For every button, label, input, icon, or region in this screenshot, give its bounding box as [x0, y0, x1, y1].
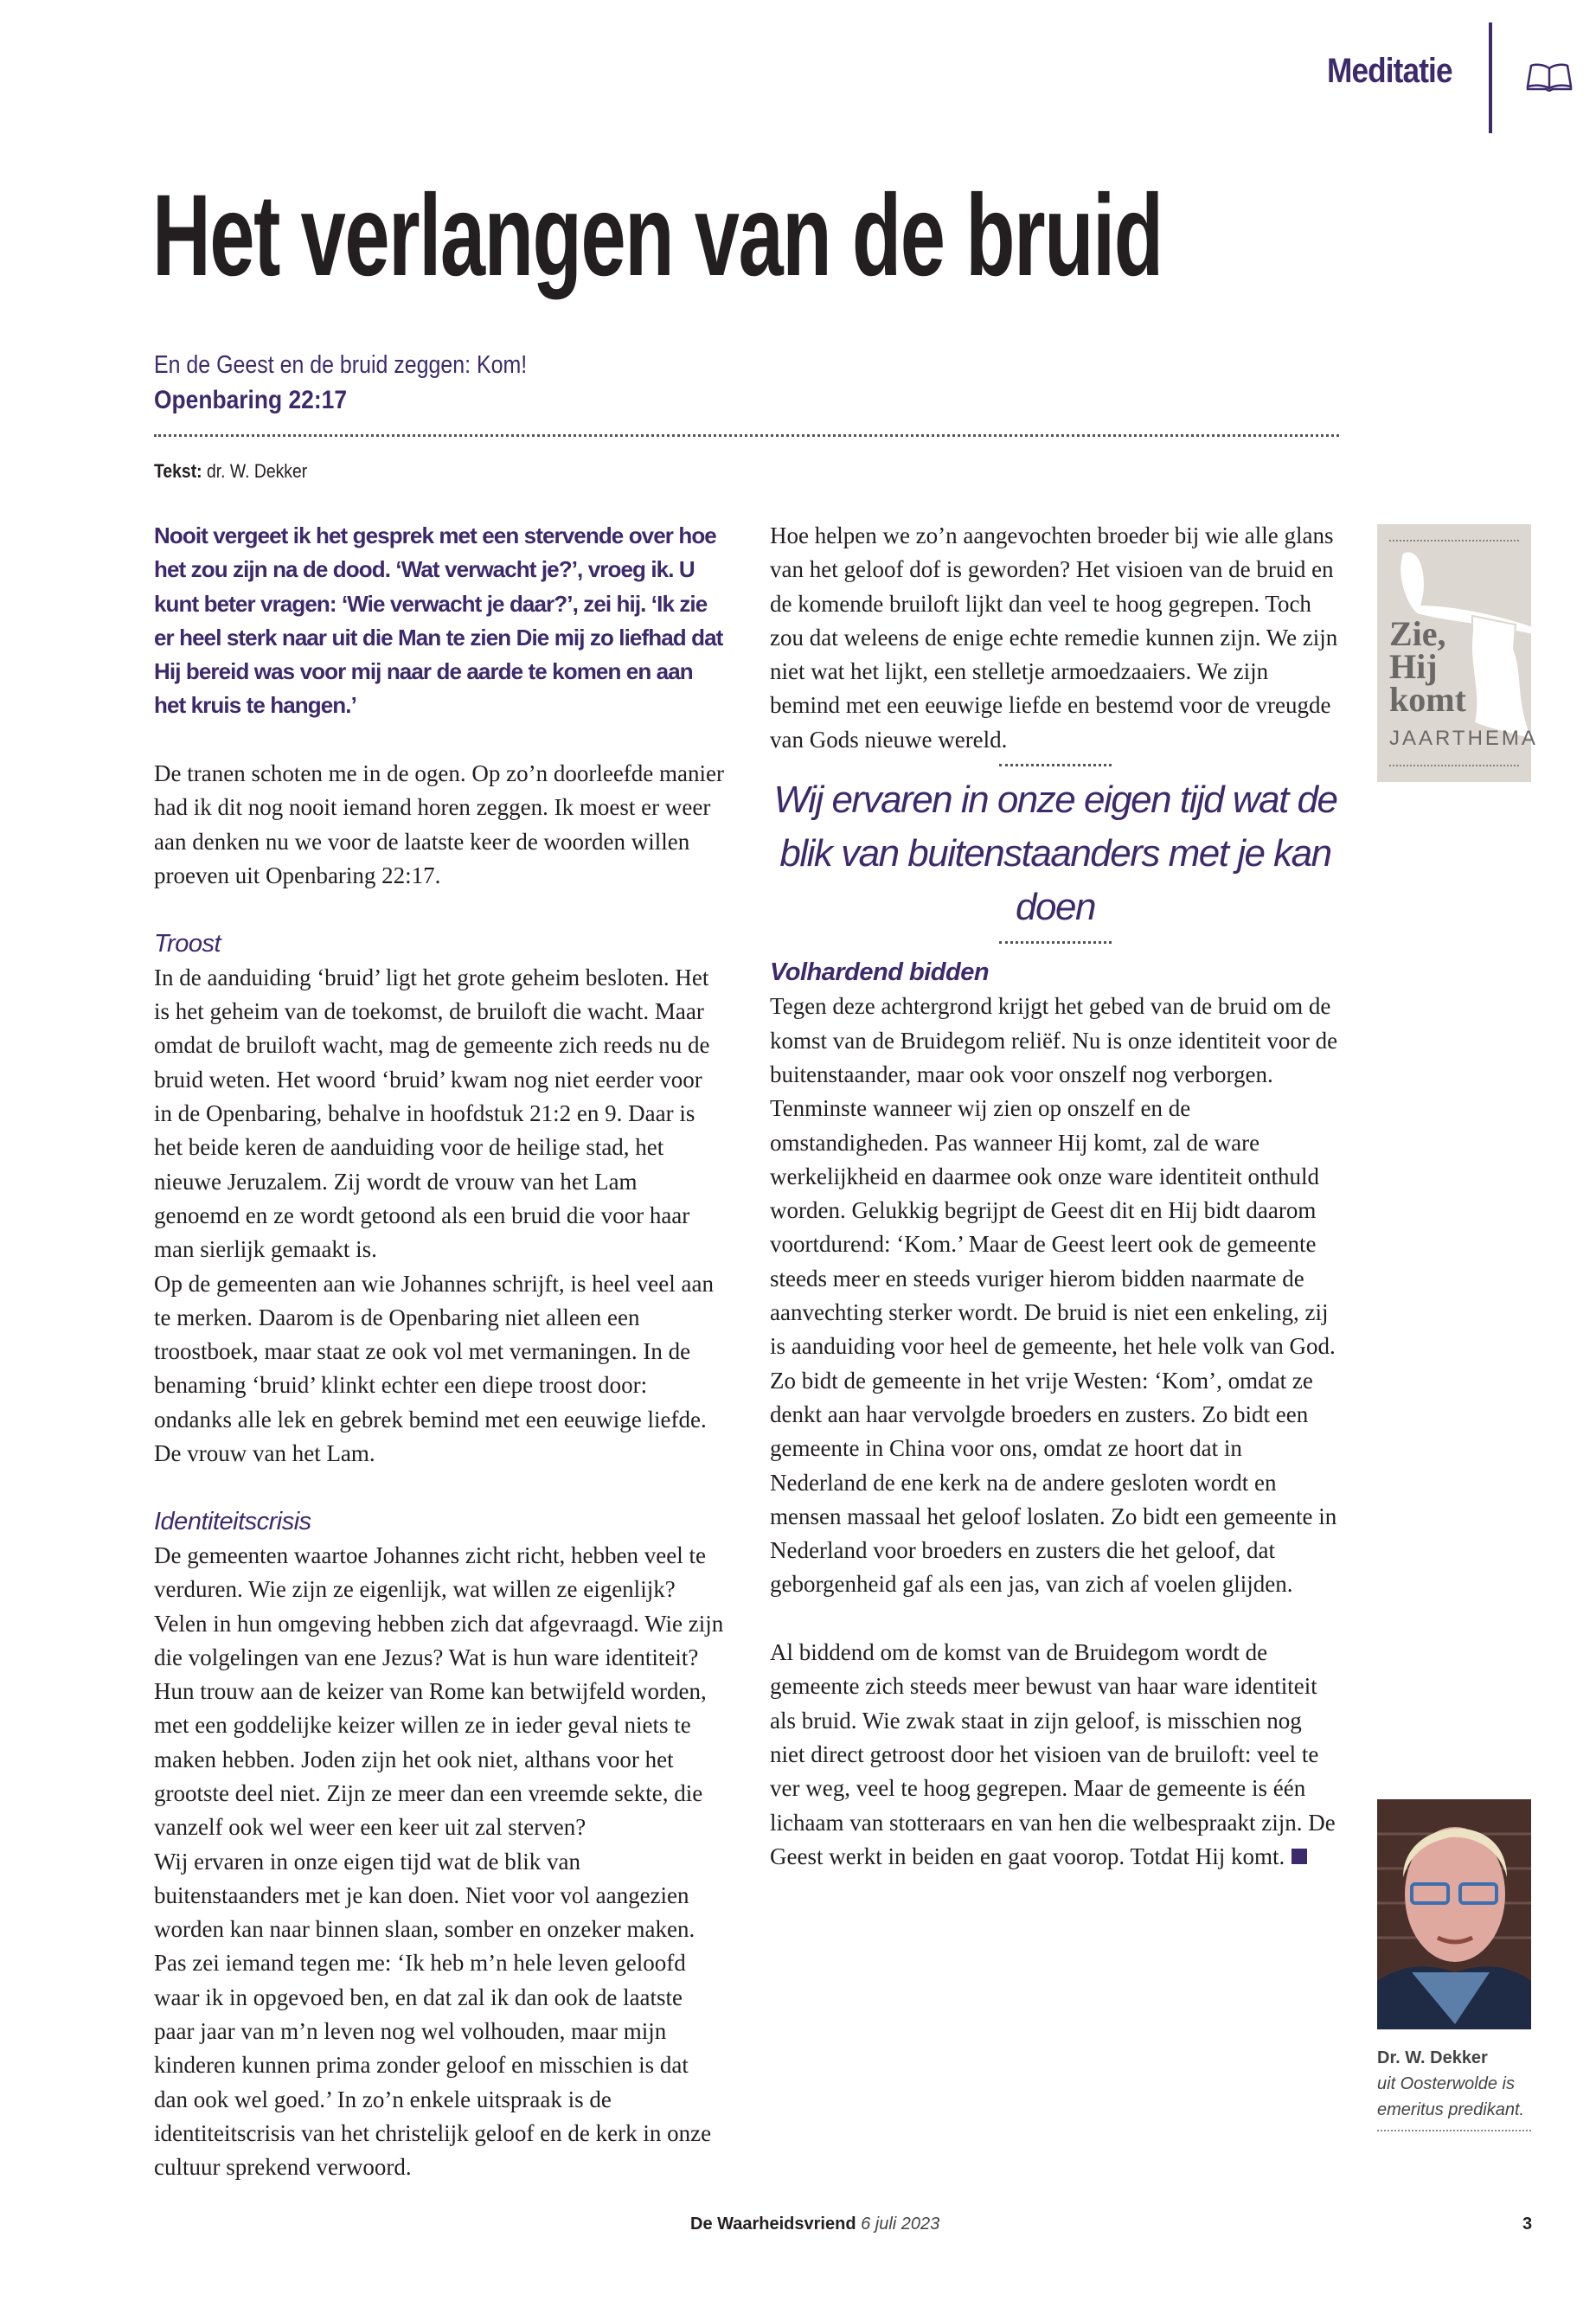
column-left: [154, 519, 725, 2185]
body-paragraph: Hoe helpen we zo’n aangevochten broeder bij wie alle glans van het geloof dof is geworden? Het visioen van de bruid en de komende bruiloft lijkt dan veel te hoog gegrepen. Toch zou dat weleens de enige echte remedie kunnen zijn. We zijn niet wat het lijkt, een stelletje armoedzaaiers. We zijn bemind met een eeuwige liefde en bestemd voor de vreugde van Gods nieuwe wereld.: [770, 522, 1338, 753]
footer: [690, 2214, 939, 2234]
author-caption: [1377, 2045, 1531, 2123]
body-paragraph: Tegen deze achtergrond krijgt het gebed van de bruid om de komst van de Bruidegom reliëf. Nu is onze identiteit voor de buitenstaander, maar ook voor onszelf nog verborgen. Tenminste wanneer wij zien op onszelf en de omstandigheden. Pas wanneer Hij komt, zal de ware werkelijkheid en daarmee ook onze ware identiteit onthuld worden. Gelukkig begrijpt de Geest dit en Hij bidt daarom voortdurend: ‘Kom.’ Maar de Geest leert ook de gemeente steeds meer en steeds vuriger hierom bidden naarmate de aanvechting sterker wordt. De bruid is niet een enkeling, zij is aanduiding voor heel de gemeente, het hele volk van God. Zo bidt de gemeente in het vrije Westen: ‘Kom’, omdat ze denkt aan haar vervolgde broeders en zusters. Zo bidt een gemeente in China voor ons, omdat ze hoort dat in Nederland de ene kerk na de andere gesloten wordt en mensen massaal het geloof loslaten. Zo bidt een gemeente in Nederland voor broeders en zusters die het geloof, dat geborgenheid gaf als een jas, van zich af voelen glijden.: [770, 993, 1338, 1598]
section-label: Meditatie: [1327, 52, 1452, 90]
body-paragraph: In de aanduiding ‘bruid’ ligt het grote geheim besloten. Het is het geheim van de toekomst, de bruiloft die wacht. Maar omdat de bruiloft wacht, mag de gemeente zich reeds nu de bruid weten. Het woord ‘bruid’ kwam nog niet eerder voor in de Openbaring, behalve in hoofdstuk 21:2 en 9. Daar is het beide keren de aanduiding voor de heilige stad, het nieuwe Jeruzalem. Zij wordt de vrouw van het Lam genoemd en ze wordt getoond als een bruid die voor haar man sierlijk gemaakt is.: [154, 964, 710, 1263]
final-text: Al biddend om de komst van de Bruidegom wordt de gemeente zich steeds meer bewust van haar ware identiteit als bruid. Wie zwak staat in zijn geloof, is misschien nog niet direct getroost door het visioen van de bruiloft: veel te ver weg, veel te hoog gegrepen. Maar de gemeente is één lichaam van stotteraars en van hen die welbespraakt zijn. De Geest werkt in beiden en gaat voorop. Totdat Hij komt.: [770, 1639, 1336, 1869]
pullquote-divider: [999, 941, 1112, 944]
byline-label: Tekst:: [154, 460, 202, 482]
subheading-troost: Troost: [154, 929, 221, 958]
book-icon: [1526, 62, 1573, 92]
bible-verse: En de Geest en de bruid zeggen: Kom!: [154, 351, 528, 379]
theme-title-line: Hij: [1389, 647, 1438, 686]
issue-date: 6 juli 2023: [861, 2214, 940, 2234]
author-description: uit Oosterwolde is emeritus predikant.: [1377, 2074, 1525, 2119]
theme-subtitle: JAARTHEMA: [1389, 727, 1538, 750]
subheading-volhardend-bidden: Volhardend bidden: [770, 958, 990, 987]
page-number: 3: [1522, 2214, 1533, 2234]
author-name: Dr. W. Dekker: [1377, 2048, 1488, 2067]
body-paragraph: Wij ervaren in onze eigen tijd wat de blik van buitenstaanders met je kan doen. Niet voor vol aangezien worden kan naar binnen slaan, somber en onzeker maken. Pas zei iemand tegen me: ‘Ik heb m’n hele leven geloofd waar ik in opgevoed ben, en dat zal ik dan ook de laatste paar jaar van m’n leven nog wel volhouden, maar mijn kinderen kunnen prima zonder geloof en misschien is dat dan ook wel goed.’ In zo’n enkele uitspraak is de identiteitscrisis van het christelijk geloof en de kerk in onze cultuur sprekend verwoord.: [154, 1848, 712, 2181]
pullquote-divider: [999, 764, 1112, 766]
theme-title-line: komt: [1389, 680, 1466, 719]
intro-paragraph: Nooit vergeet ik het gesprek met een stervende over hoe het zou zijn na de dood. ‘Wat verwacht je?’, vroeg ik. U kunt beter vragen: ‘Wie verwacht je daar?’, zei hij. ‘Ik zie er heel sterk naar uit die Man te zien Die mij zo liefhad dat Hij bereid was voor mij naar de aarde te komen en aan het kruis te hangen.’: [154, 522, 723, 719]
byline-author: dr. W. Dekker: [206, 460, 308, 482]
byline: [154, 460, 307, 483]
theme-title-line: Zie,: [1389, 614, 1446, 653]
dotted-divider: [1377, 2130, 1531, 2131]
publication-name: De Waarheidsvriend: [690, 2214, 856, 2234]
dotted-divider: [1389, 765, 1519, 766]
body-paragraph: De tranen schoten me in de ogen. Op zo’n doorleefde manier had ik dit nog nooit iemand horen zeggen. Ik moest er weer aan denken nu we voor de laatste keer de woorden willen proeven uit Openbaring 22:17.: [154, 760, 724, 888]
body-paragraph-final: [770, 1636, 1341, 1874]
dotted-divider: [154, 434, 1339, 437]
author-photo: [1377, 1799, 1531, 2029]
article-title: Het verlangen van de bruid: [152, 171, 1163, 300]
dotted-divider: [1389, 540, 1519, 542]
end-mark-icon: [1292, 1849, 1307, 1864]
theme-title: [1389, 614, 1466, 719]
column-right: [770, 519, 1341, 1874]
header-divider: [1489, 22, 1492, 133]
year-theme-badge: [1377, 524, 1538, 782]
pull-quote: Wij ervaren in onze eigen tijd wat de blik van buitenstaanders met je kan doen: [773, 779, 1337, 929]
subheading-identiteitscrisis: Identiteitscrisis: [154, 1507, 311, 1535]
body-paragraph: Op de gemeenten aan wie Johannes schrijft, is heel veel aan te merken. Daarom is de Openbaring niet alleen een troostboek, maar staat ze ook vol met vermaningen. In de benaming ‘bruid’ klinkt echter een diepe troost door: ondanks alle lek en gebrek bemind met een eeuwige liefde. De vrouw van het Lam.: [154, 1270, 714, 1467]
body-paragraph: De gemeenten waartoe Johannes zicht richt, hebben veel te verduren. Wie zijn ze eigenlijk, wat willen ze eigenlijk? Velen in hun omgeving hebben zich dat afgevraagd. Wie zijn die volgelingen van ene Jezus? Wat is hun ware identiteit? Hun trouw aan de keizer van Rome kan betwijfeld worden, met een goddelijke keizer willen ze in ieder geval niets te maken hebben. Joden zijn het ook niet, althans voor het grootste deel niet. Zijn ze meer dan een vreemde sekte, die vanzelf ook wel weer een keer uit zal sterven?: [154, 1541, 724, 1841]
bible-reference: Openbaring 22:17: [154, 386, 347, 414]
